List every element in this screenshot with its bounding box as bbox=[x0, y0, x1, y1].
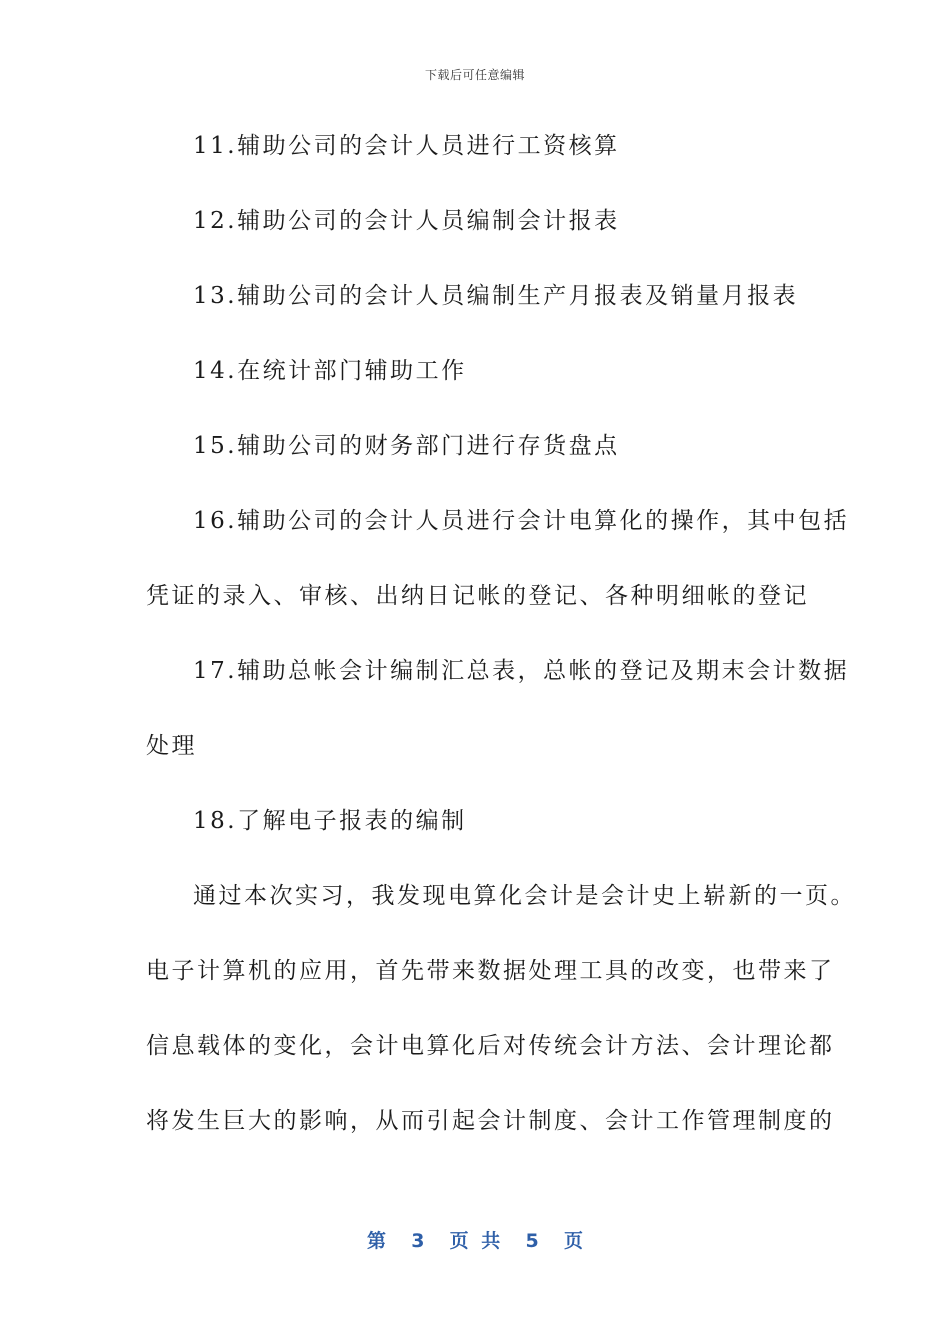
paragraph-line bbox=[146, 649, 850, 724]
line-text: 17.辅助总帐会计编制汇总表，总帐的登记及期末会计数据 bbox=[193, 658, 850, 684]
line-text: 通过本次实习，我发现电算化会计是会计史上崭新的一页。 bbox=[193, 883, 856, 909]
line-text: 14.在统计部门辅助工作 bbox=[193, 358, 467, 384]
paragraph-line bbox=[146, 1024, 835, 1099]
page-number-label: 第 3 页 共 5 页 bbox=[367, 1230, 583, 1252]
line-text: 凭证的录入、审核、出纳日记帐的登记、各种明细帐的登记 bbox=[146, 583, 809, 609]
line-text: 11.辅助公司的会计人员进行工资核算 bbox=[193, 133, 620, 159]
line-text: 16.辅助公司的会计人员进行会计电算化的操作，其中包括 bbox=[193, 508, 850, 534]
paragraph-line bbox=[146, 424, 816, 499]
header-note: 下载后可任意编辑 bbox=[424, 68, 525, 82]
line-text: 13.辅助公司的会计人员编制生产月报表及销量月报表 bbox=[193, 283, 799, 309]
paragraph-line bbox=[146, 199, 816, 274]
paragraph-line bbox=[146, 724, 816, 799]
paragraph-line bbox=[146, 799, 816, 874]
page-footer bbox=[0, 1226, 950, 1253]
paragraph-line bbox=[146, 1099, 835, 1174]
line-text: 将发生巨大的影响，从而引起会计制度、会计工作管理制度的 bbox=[146, 1108, 835, 1134]
line-text: 信息载体的变化，会计电算化后对传统会计方法、会计理论都 bbox=[146, 1033, 835, 1059]
paragraph-line bbox=[146, 874, 856, 949]
paragraph-line bbox=[146, 124, 816, 199]
line-text: 18.了解电子报表的编制 bbox=[193, 808, 467, 834]
paragraph-line bbox=[146, 949, 835, 1024]
paragraph-line bbox=[146, 274, 816, 349]
line-text: 15.辅助公司的财务部门进行存货盘点 bbox=[193, 433, 620, 459]
line-text: 12.辅助公司的会计人员编制会计报表 bbox=[193, 208, 620, 234]
document-body bbox=[146, 124, 856, 1174]
paragraph-line bbox=[146, 349, 816, 424]
line-text: 电子计算机的应用，首先带来数据处理工具的改变，也带来了 bbox=[146, 958, 835, 984]
line-text: 处理 bbox=[146, 733, 197, 759]
paragraph-line bbox=[146, 574, 816, 649]
paragraph-line bbox=[146, 499, 850, 574]
